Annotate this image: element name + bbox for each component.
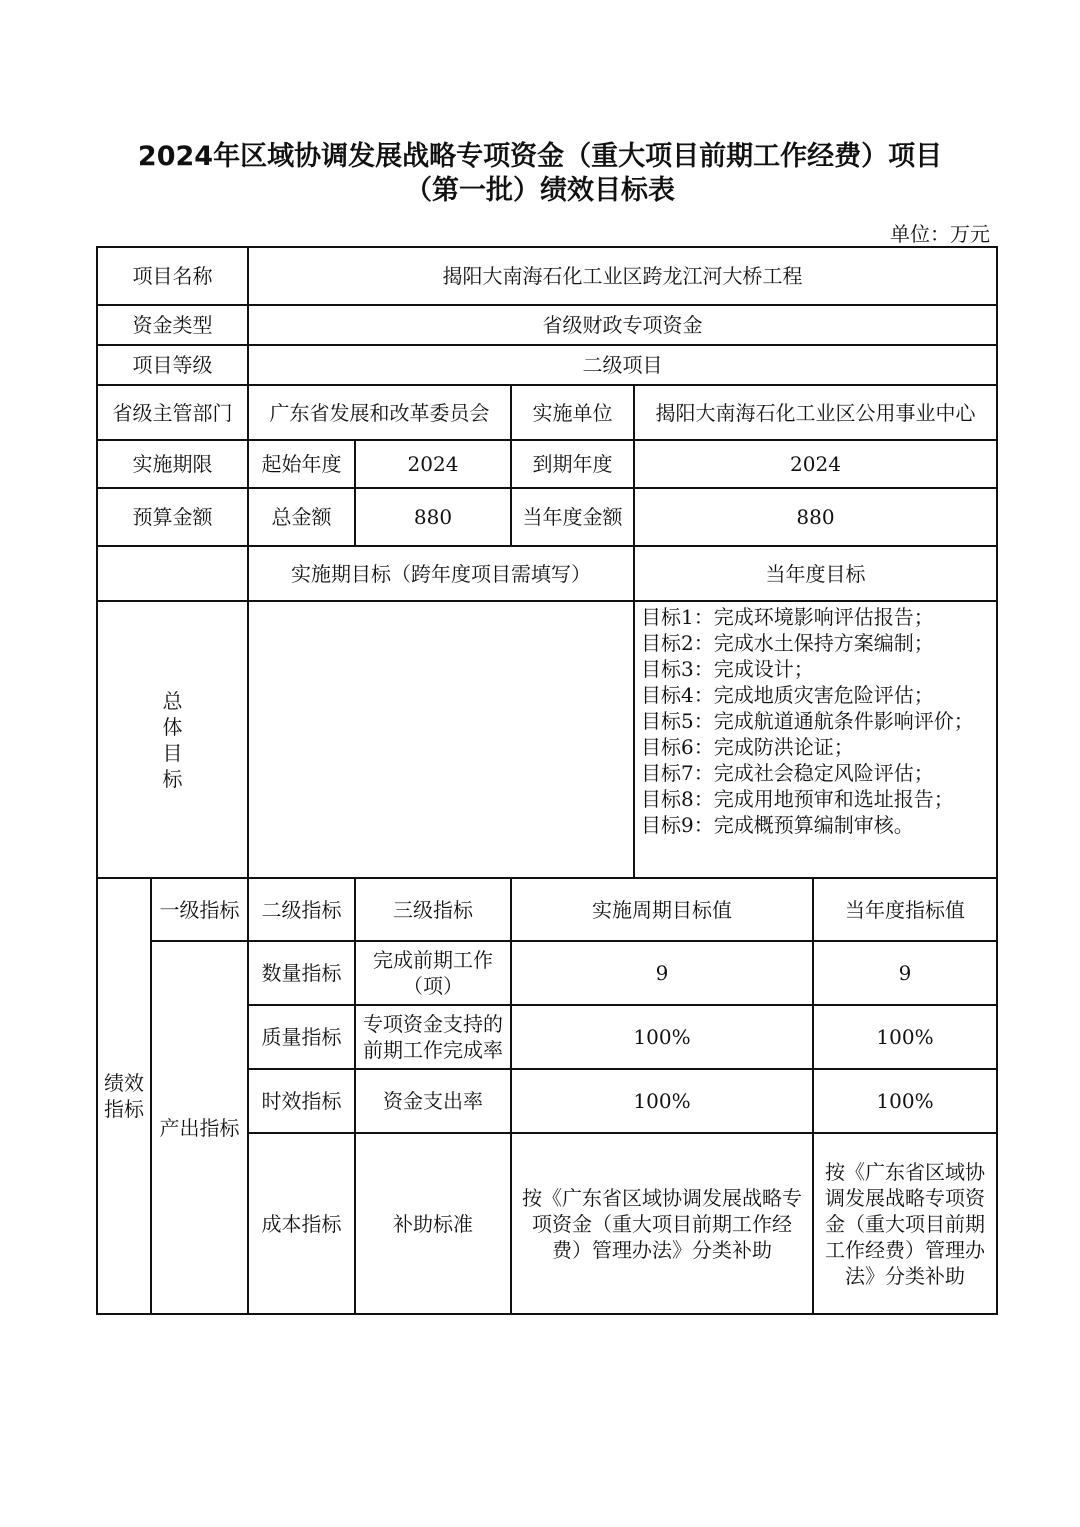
goal-item: 目标1：完成环境影响评估报告； bbox=[641, 605, 934, 629]
period-target-header: 实施周期目标值 bbox=[511, 878, 813, 941]
level2-header: 二级指标 bbox=[248, 878, 355, 941]
budget-label: 预算金额 bbox=[97, 488, 248, 546]
level2-cell: 数量指标 bbox=[248, 941, 355, 1005]
goal-item: 目标8：完成用地预审和选址报告； bbox=[641, 787, 954, 811]
level-label: 项目等级 bbox=[97, 345, 248, 385]
fund-type-value: 省级财政专项资金 bbox=[248, 305, 997, 345]
goal-item: 目标9：完成概预算编制审核。 bbox=[641, 813, 914, 837]
level3-header: 三级指标 bbox=[355, 878, 511, 941]
perf-indicator-label-text: 绩效指标 bbox=[104, 1071, 144, 1121]
project-name-value: 揭阳大南海石化工业区跨龙江河大桥工程 bbox=[248, 247, 997, 305]
long-goal-header: 实施期目标（跨年度项目需填写） bbox=[248, 546, 634, 601]
project-name-label: 项目名称 bbox=[97, 247, 248, 305]
level3-cell: 资金支出率 bbox=[355, 1069, 511, 1133]
perf-indicator-label bbox=[97, 878, 151, 1314]
overall-goal-label-text: 总体目标 bbox=[162, 688, 183, 791]
level2-cell: 时效指标 bbox=[248, 1069, 355, 1133]
annual-target-cell: 按《广东省区域协调发展战略专项资金（重大项目前期工作经费）管理办法》分类补助 bbox=[813, 1133, 997, 1314]
end-year-label: 到期年度 bbox=[511, 440, 634, 488]
period-target-cell: 9 bbox=[511, 941, 813, 1005]
row-overall-goal bbox=[97, 601, 997, 878]
level3-cell: 补助标准 bbox=[355, 1133, 511, 1314]
level1-header: 一级指标 bbox=[151, 878, 248, 941]
row-indicator-header bbox=[97, 878, 997, 941]
goal-item: 目标3：完成设计； bbox=[641, 657, 814, 681]
dept-label: 省级主管部门 bbox=[97, 385, 248, 440]
annual-target-cell: 100% bbox=[813, 1005, 997, 1069]
annual-target-cell: 9 bbox=[813, 941, 997, 1005]
goal-item: 目标6：完成防洪论证； bbox=[641, 735, 854, 759]
output-indicator-label: 产出指标 bbox=[151, 941, 248, 1314]
total-amount-value: 880 bbox=[355, 488, 511, 546]
period-target-cell: 100% bbox=[511, 1069, 813, 1133]
level3-cell: 专项资金支持的前期工作完成率 bbox=[355, 1005, 511, 1069]
goal-item: 目标4：完成地质灾害危险评估； bbox=[641, 683, 934, 707]
row-fund-type bbox=[97, 305, 997, 345]
level2-cell: 质量指标 bbox=[248, 1005, 355, 1069]
goal-item: 目标5：完成航道通航条件影响评价； bbox=[641, 709, 974, 733]
row-dept bbox=[97, 385, 997, 440]
row-period bbox=[97, 440, 997, 488]
goal-item: 目标2：完成水土保持方案编制； bbox=[641, 631, 934, 655]
impl-unit-value: 揭阳大南海石化工业区公用事业中心 bbox=[634, 385, 997, 440]
row-project-name bbox=[97, 247, 997, 305]
current-amount-label: 当年度金额 bbox=[511, 488, 634, 546]
annual-target-header: 当年度指标值 bbox=[813, 878, 997, 941]
current-amount-value: 880 bbox=[634, 488, 997, 546]
doc-title-line2: （第一批）绩效目标表 bbox=[405, 175, 675, 206]
annual-goal-header: 当年度目标 bbox=[634, 546, 997, 601]
dept-value: 广东省发展和改革委员会 bbox=[248, 385, 511, 440]
start-year-value: 2024 bbox=[355, 440, 511, 488]
end-year-value: 2024 bbox=[634, 440, 997, 488]
level-value: 二级项目 bbox=[248, 345, 997, 385]
overall-goal-label bbox=[97, 601, 248, 878]
total-amount-label: 总金额 bbox=[248, 488, 355, 546]
row-budget bbox=[97, 488, 997, 546]
level3-cell: 完成前期工作（项） bbox=[355, 941, 511, 1005]
table-row bbox=[97, 941, 997, 1005]
annual-goals-list bbox=[634, 601, 997, 878]
start-year-label: 起始年度 bbox=[248, 440, 355, 488]
level2-cell: 成本指标 bbox=[248, 1133, 355, 1314]
performance-target-table bbox=[96, 246, 998, 1315]
goal-item: 目标7：完成社会稳定风险评估； bbox=[641, 761, 934, 785]
fund-type-label: 资金类型 bbox=[97, 305, 248, 345]
goal-header-blank bbox=[97, 546, 248, 601]
period-target-cell: 按《广东省区域协调发展战略专项资金（重大项目前期工作经费）管理办法》分类补助 bbox=[511, 1133, 813, 1314]
period-target-cell: 100% bbox=[511, 1005, 813, 1069]
period-label: 实施期限 bbox=[97, 440, 248, 488]
unit-label: 单位：万元 bbox=[890, 222, 990, 246]
row-level bbox=[97, 345, 997, 385]
long-goal-value bbox=[248, 601, 634, 878]
impl-unit-label: 实施单位 bbox=[511, 385, 634, 440]
doc-title-line1: 2024年区域协调发展战略专项资金（重大项目前期工作经费）项目 bbox=[137, 141, 943, 172]
annual-target-cell: 100% bbox=[813, 1069, 997, 1133]
row-goal-headers bbox=[97, 546, 997, 601]
